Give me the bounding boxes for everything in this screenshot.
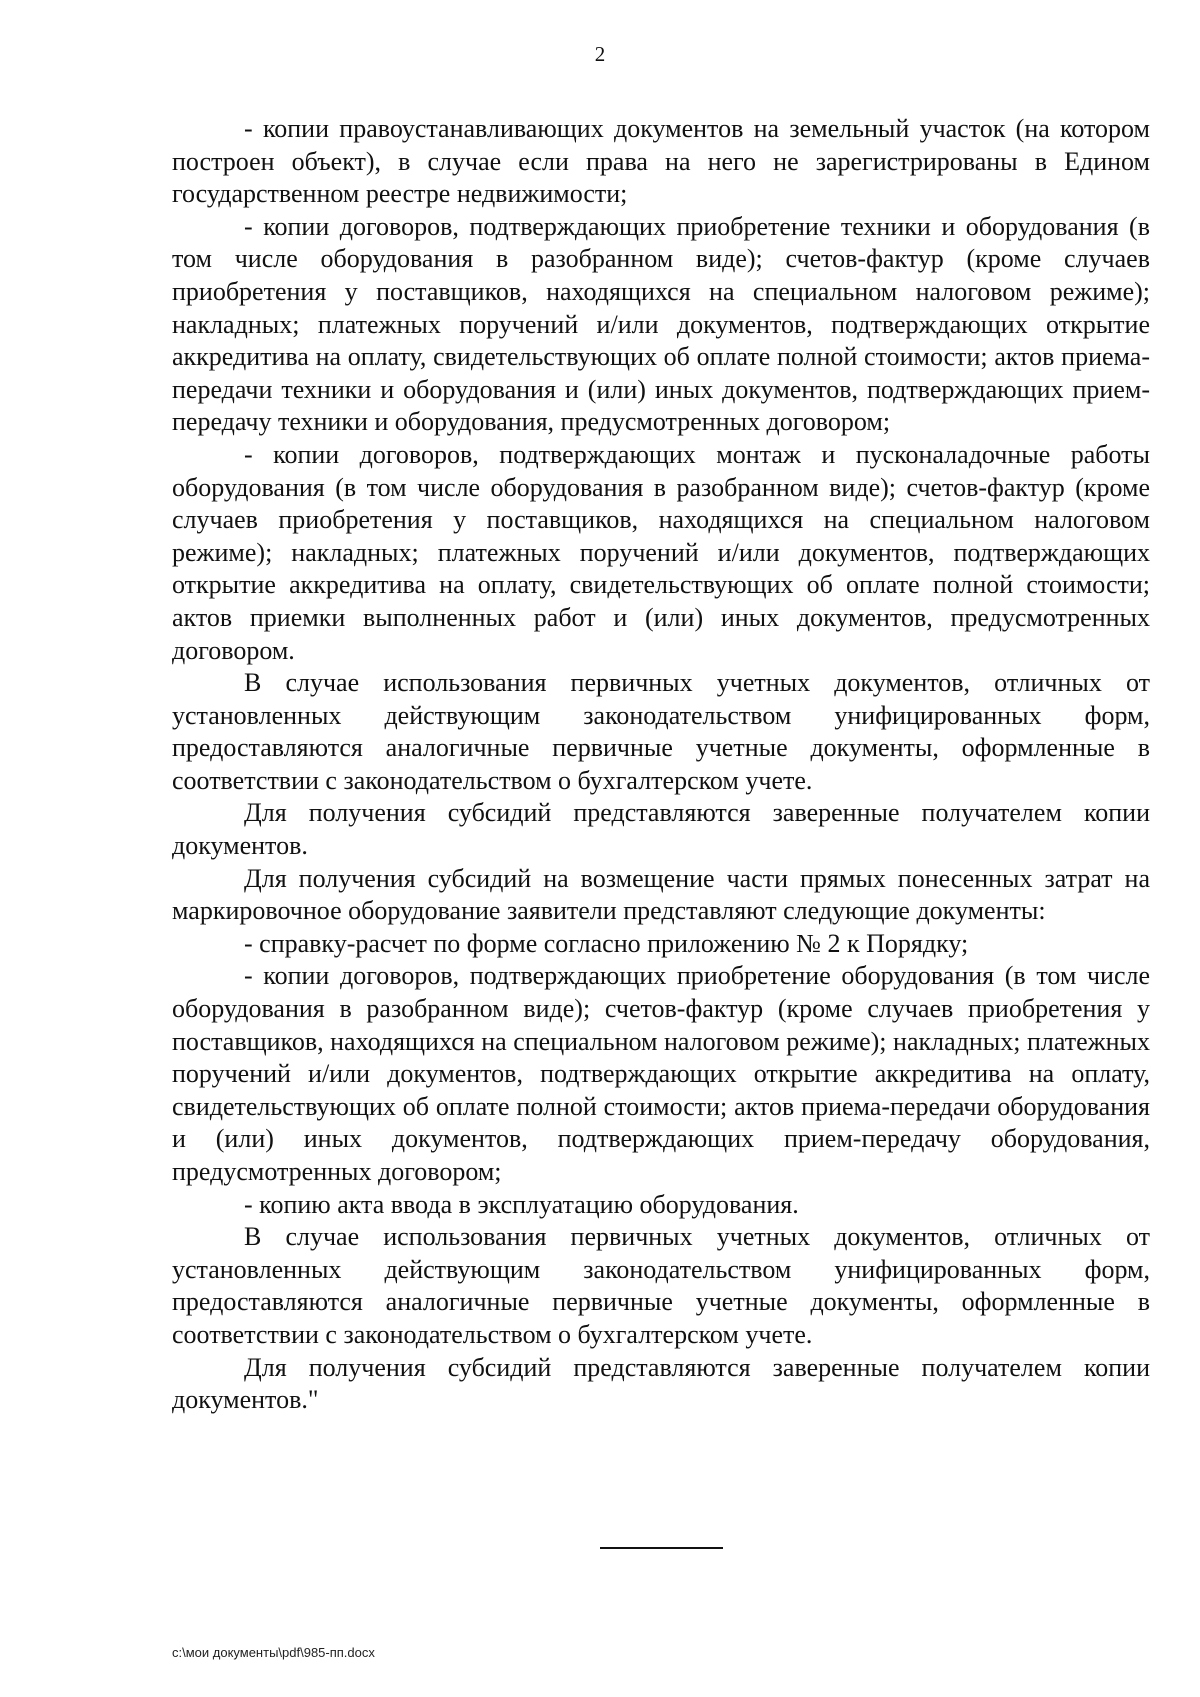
footer-file-path: c:\мои документы\pdf\985-пп.docx xyxy=(172,1645,375,1660)
paragraph-land-documents: - копии правоустанавливающих документов на земельный участок (на котором построен объект), в случае если права на него не зарегистрированы в Едином государственном реестре недвижимости; xyxy=(172,114,1150,209)
page-number: 2 xyxy=(594,42,606,66)
paragraph-marking-equipment: Для получения субсидий на возмещение части прямых понесенных затрат на маркировочное оборудование заявители представляют следующие документы: xyxy=(172,863,1150,926)
paragraph-marking-contracts: - копии договоров, подтверждающих приобретение оборудования (в том числе оборудования в разобранном виде); счетов-фактур (кроме случаев приобретения у поставщиков, находящихся на специальном налоговом режиме); накладных; платежных поручений и/или документов, подтверждающих открытие аккредитива на оплату, свидетельствующих об оплате полной стоимости; актов приема-передачи оборудования и (или) иных документов, подтверждающих прием-передачу оборудования, предусмотренных договором; xyxy=(172,961,1150,1186)
paragraph-installation-contracts: - копии договоров, подтверждающих монтаж и пусконаладочные работы оборудования (в том числе оборудования в разобранном виде); счетов-фактур (кроме случаев приобретения у поставщиков, находящихся на специальном налоговом режиме); накладных; платежных поручений и/или документов, подтверждающих открытие аккредитива на оплату, свидетельствующих об оплате полной стоимости; актов приемки выполненных работ и (или) иных документов, предусмотренных договором. xyxy=(172,439,1150,665)
paragraph-calculation-certificate: - справку-расчет по форме согласно приложению № 2 к Порядку; xyxy=(244,928,969,958)
paragraph-certified-copies-2: Для получения субсидий представляются заверенные получателем копии документов." xyxy=(172,1352,1150,1415)
document-body xyxy=(172,113,1150,1417)
paragraph-commissioning-act: - копию акта ввода в эксплуатацию оборудования. xyxy=(244,1189,799,1219)
paragraph-primary-documents: В случае использования первичных учетных документов, отличных от установленных действующим законодательством унифицированных форм, предоставляются аналогичные первичные учетные документы, оформленные в соответствии с законодательством о бухгалтерском учете. xyxy=(172,668,1150,795)
paragraph-equipment-contracts: - копии договоров, подтверждающих приобретение техники и оборудования (в том числе оборудования в разобранном виде); счетов-фактур (кроме случаев приобретения у поставщиков, находящихся на специальном налоговом режиме); накладных; платежных поручений и/или документов, подтверждающих открытие аккредитива на оплату, свидетельствующих об оплате полной стоимости; актов приема-передачи техники и оборудования и (или) иных документов, подтверждающих прием-передачу техники и оборудования, предусмотренных договором; xyxy=(172,211,1150,437)
paragraph-primary-documents-2: В случае использования первичных учетных документов, отличных от установленных действующим законодательством унифицированных форм, предоставляются аналогичные первичные учетные документы, оформленные в соответствии с законодательством о бухгалтерском учете. xyxy=(172,1222,1150,1349)
end-of-document-rule xyxy=(600,1547,723,1549)
paragraph-certified-copies: Для получения субсидий представляются заверенные получателем копии документов. xyxy=(172,798,1150,861)
